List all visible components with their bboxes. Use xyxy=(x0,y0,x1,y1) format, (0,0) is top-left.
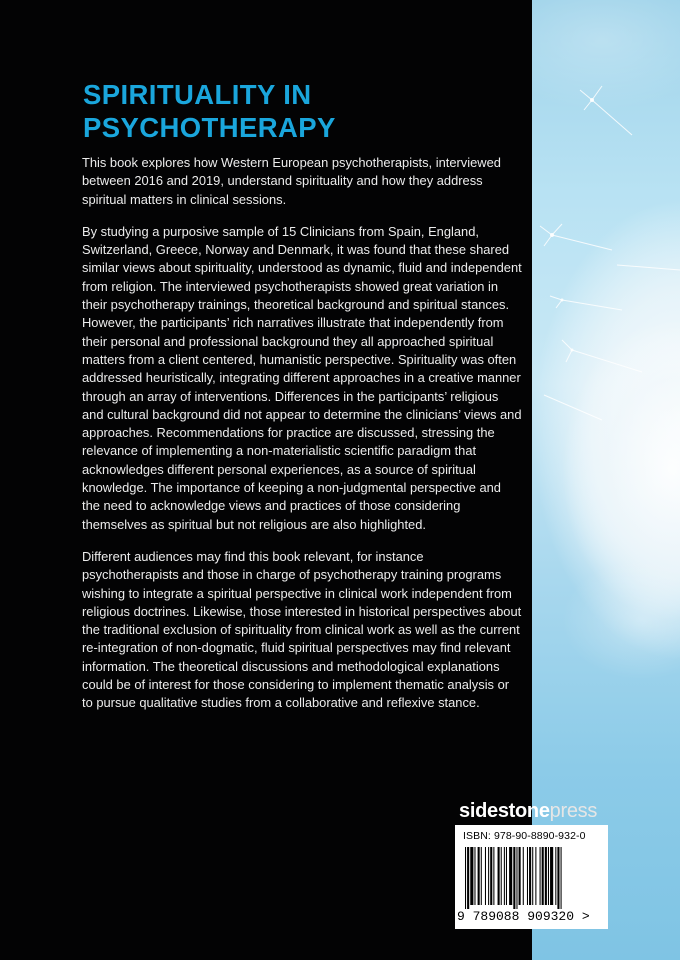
barcode-bar xyxy=(498,847,500,905)
barcode-bar xyxy=(509,847,512,905)
blurb-paragraph-2: By studying a purposive sample of 15 Clinicians from Spain, England, Switzerland, Greece, Norway and Denmark, it was found that these shared similar views about spirituality, understood as dynamic, fluid and independent from religion. The interviewed psychotherapists showed great variation in their psychotherapy trainings, theoretical background and spiritual stances. However, the participants’ rich narratives illustrate that independently from their personal and professional background they all approached spiritual matters from a client centered, humanistic perspective. Spirituality was often addressed heuristically, integrating different approaches in a creative manner through an array of interventions. Differences in the participants’ religious and cultural background did not appear to determine the clinicians’ views and approaches. Recommendations for practice are discussed, stressing the relevance of implementing a non-materialistic scientific paradigm that acknowledges different personal experiences, as a source of spiritual knowledge. The importance of keeping a non-judgmental perspective and the need to acknowledge views and practices of those considering themselves as spiritual but not religious are also highlighted. xyxy=(82,223,522,532)
blurb xyxy=(82,154,522,727)
barcode-bar xyxy=(557,847,559,909)
publisher-name-light: press xyxy=(549,800,598,822)
barcode-bar xyxy=(465,847,466,909)
title-line-2: PSYCHOTHERAPY xyxy=(83,112,336,143)
barcode-bar xyxy=(527,847,528,905)
blurb-paragraph-3: Different audiences may find this book relevant, for instance psychotherapists and those in charge of psychotherapy training programs wishing to integrate a spiritual perspective in clinical work independent from religious doctrines. Likewise, those interested in historical perspectives about the traditional exclusion of spirituality from clinical work as well as the current re-integration of non-dogmatic, fluid spiritual perspectives may find relevant information. The theoretical discussions and methodological explanations could be of interest for those considering to implement thematic analysis or to pursue qualitative studies from a collaborative and reflexive stance. xyxy=(82,548,522,711)
barcode-bar xyxy=(529,847,531,905)
barcode-bar xyxy=(474,847,475,905)
barcode-bar xyxy=(501,847,502,905)
publisher-logo xyxy=(459,800,609,823)
barcode-bar xyxy=(548,847,549,905)
publisher-name-bold: sidestone xyxy=(459,800,550,822)
barcode-bar xyxy=(519,847,521,905)
barcode-bar xyxy=(467,847,469,909)
barcode-bar xyxy=(523,847,524,905)
blurb-paragraph-1: This book explores how Western European psychotherapists, interviewed between 2016 and 2019, understand spirituality and how they address spiritual matters in clinical sessions. xyxy=(82,155,501,207)
barcode-bar xyxy=(542,847,544,905)
barcode-bar xyxy=(504,847,505,905)
barcode-bar xyxy=(490,847,492,905)
barcode-bar xyxy=(555,847,556,905)
barcode-bar xyxy=(550,847,553,905)
isbn-label: ISBN: 978-90-8890-932-0 xyxy=(463,830,586,842)
barcode-bar xyxy=(493,847,494,905)
barcode-bar xyxy=(535,847,536,905)
barcode-bar xyxy=(545,847,547,905)
barcode-bar xyxy=(540,847,541,905)
barcode-bar xyxy=(478,847,480,905)
barcode-bar xyxy=(506,847,507,905)
barcode-bar xyxy=(485,847,486,905)
barcode-bar xyxy=(516,847,517,909)
barcode-panel xyxy=(455,825,608,929)
title-line-1: SPIRITUALITY IN xyxy=(83,79,312,110)
barcode-bar xyxy=(513,847,515,909)
barcode xyxy=(465,847,599,909)
barcode-bar xyxy=(470,847,473,905)
barcode-bar xyxy=(488,847,489,905)
barcode-bar xyxy=(532,847,533,905)
book-title xyxy=(83,78,513,144)
ean-digits: 9 789088 909320 > xyxy=(457,909,590,924)
barcode-bar xyxy=(481,847,482,905)
barcode-bar xyxy=(561,847,562,909)
